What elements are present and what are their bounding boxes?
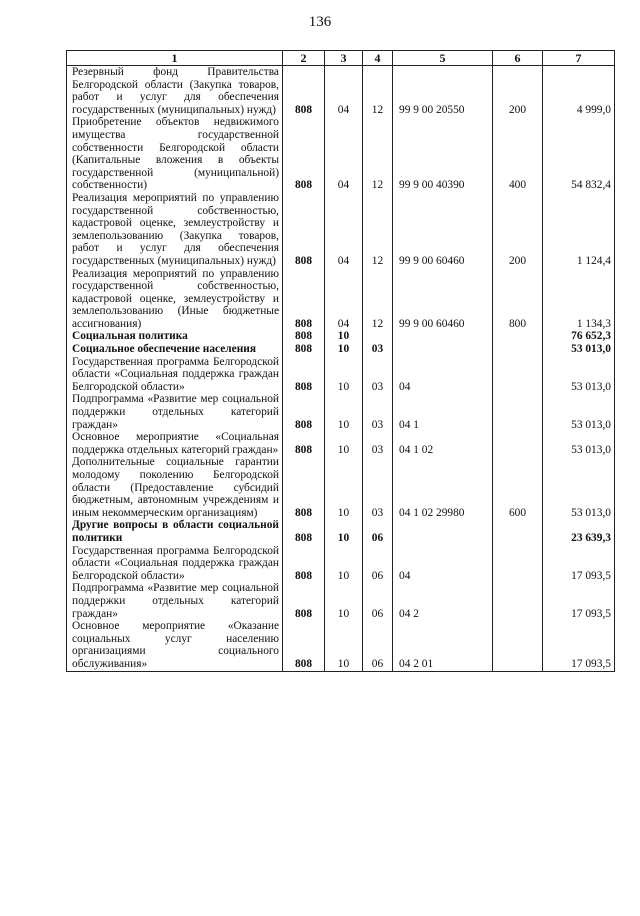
amount: 54 832,4 xyxy=(543,116,615,192)
amount: 17 093,5 xyxy=(543,582,615,620)
row-name: Другие вопросы в области социальной политики xyxy=(67,519,283,544)
target-article-code: 99 9 00 20550 xyxy=(393,66,493,117)
subsection-code: 03 xyxy=(363,431,393,456)
department-code: 808 xyxy=(283,356,325,394)
amount: 53 013,0 xyxy=(543,356,615,394)
row-name: Основное мероприятие «Социальная поддержка отдельных категорий граждан» xyxy=(67,431,283,456)
subsection-code: 06 xyxy=(363,519,393,544)
expense-type-code xyxy=(493,431,543,456)
section-code: 04 xyxy=(325,192,363,268)
table-row xyxy=(67,545,615,583)
row-name: Резервный фонд Правительства Белгородской области (Закупка товаров, работ и услуг для обеспечения государственных (муниципальных) нужд) xyxy=(67,66,283,117)
row-name: Приобретение объектов недвижимого имущества государственной собственности Белгородской области (Капитальные вложения в объекты государственной (муниципальной) собственности) xyxy=(67,116,283,192)
column-header: 1 xyxy=(67,51,283,66)
expense-type-code xyxy=(493,582,543,620)
amount: 17 093,5 xyxy=(543,620,615,671)
amount: 53 013,0 xyxy=(543,393,615,431)
amount: 76 652,3 xyxy=(543,330,615,343)
target-article-code: 04 2 01 xyxy=(393,620,493,671)
department-code: 808 xyxy=(283,268,325,331)
expense-type-code xyxy=(493,356,543,394)
budget-table xyxy=(66,50,615,672)
subsection-code: 03 xyxy=(363,356,393,394)
section-code: 10 xyxy=(325,343,363,356)
department-code: 808 xyxy=(283,393,325,431)
section-code: 10 xyxy=(325,545,363,583)
row-name: Социальная политика xyxy=(67,330,283,343)
row-name: Подпрограмма «Развитие мер социальной поддержки отдельных категорий граждан» xyxy=(67,393,283,431)
target-article-code: 04 xyxy=(393,545,493,583)
subsection-code: 12 xyxy=(363,116,393,192)
row-name: Дополнительные социальные гарантии молодому поколению Белгородской области (Предоставление субсидий бюджетным, автономным учреждениям и иным некоммерческим организациям) xyxy=(67,456,283,519)
section-code: 10 xyxy=(325,330,363,343)
table-row xyxy=(67,620,615,671)
target-article-code xyxy=(393,343,493,356)
amount: 53 013,0 xyxy=(543,343,615,356)
subsection-code: 12 xyxy=(363,66,393,117)
target-article-code: 99 9 00 60460 xyxy=(393,192,493,268)
table-row xyxy=(67,116,615,192)
department-code: 808 xyxy=(283,519,325,544)
column-header: 5 xyxy=(393,51,493,66)
department-code: 808 xyxy=(283,620,325,671)
row-name: Подпрограмма «Развитие мер социальной поддержки отдельных категорий граждан» xyxy=(67,582,283,620)
department-code: 808 xyxy=(283,545,325,583)
section-code: 10 xyxy=(325,393,363,431)
table-row xyxy=(67,456,615,519)
table-header-row xyxy=(67,51,615,66)
department-code: 808 xyxy=(283,116,325,192)
section-code: 04 xyxy=(325,66,363,117)
amount: 53 013,0 xyxy=(543,456,615,519)
section-code: 10 xyxy=(325,620,363,671)
subsection-code: 03 xyxy=(363,393,393,431)
column-header: 6 xyxy=(493,51,543,66)
department-code: 808 xyxy=(283,192,325,268)
target-article-code: 04 1 02 29980 xyxy=(393,456,493,519)
section-code: 04 xyxy=(325,268,363,331)
table-row xyxy=(67,431,615,456)
row-name: Государственная программа Белгородской области «Социальная поддержка граждан Белгородской области» xyxy=(67,356,283,394)
amount: 53 013,0 xyxy=(543,431,615,456)
page-number: 136 xyxy=(308,14,332,30)
subsection-code: 06 xyxy=(363,582,393,620)
row-name: Государственная программа Белгородской области «Социальная поддержка граждан Белгородской области» xyxy=(67,545,283,583)
expense-type-code xyxy=(493,343,543,356)
section-code: 10 xyxy=(325,431,363,456)
column-header: 2 xyxy=(283,51,325,66)
section-code: 10 xyxy=(325,356,363,394)
amount: 1 134,3 xyxy=(543,268,615,331)
expense-type-code: 400 xyxy=(493,116,543,192)
subsection-code: 03 xyxy=(363,456,393,519)
target-article-code: 04 1 02 xyxy=(393,431,493,456)
target-article-code xyxy=(393,330,493,343)
row-name: Реализация мероприятий по управлению государственной собственностью, кадастровой оценке, землеустройству и землепользованию (Закупка товаров, работ и услуг для обеспечения государственных (муниципальных) нужд) xyxy=(67,192,283,268)
table-row xyxy=(67,330,615,343)
department-code: 808 xyxy=(283,330,325,343)
amount: 4 999,0 xyxy=(543,66,615,117)
row-name: Основное мероприятие «Оказание социальных услуг населению организациями социального обслуживания» xyxy=(67,620,283,671)
amount: 23 639,3 xyxy=(543,519,615,544)
target-article-code: 99 9 00 60460 xyxy=(393,268,493,331)
expense-type-code: 800 xyxy=(493,268,543,331)
row-name: Реализация мероприятий по управлению государственной собственностью, кадастровой оценке, землеустройству и землепользованию (Иные бюджетные ассигнования) xyxy=(67,268,283,331)
department-code: 808 xyxy=(283,456,325,519)
department-code: 808 xyxy=(283,66,325,117)
expense-type-code xyxy=(493,393,543,431)
subsection-code xyxy=(363,330,393,343)
subsection-code: 12 xyxy=(363,268,393,331)
subsection-code: 06 xyxy=(363,545,393,583)
target-article-code: 04 2 xyxy=(393,582,493,620)
target-article-code xyxy=(393,519,493,544)
section-code: 10 xyxy=(325,519,363,544)
expense-type-code xyxy=(493,519,543,544)
expense-type-code: 200 xyxy=(493,66,543,117)
target-article-code: 04 1 xyxy=(393,393,493,431)
column-header: 7 xyxy=(543,51,615,66)
section-code: 04 xyxy=(325,116,363,192)
column-header: 4 xyxy=(363,51,393,66)
amount: 1 124,4 xyxy=(543,192,615,268)
subsection-code: 06 xyxy=(363,620,393,671)
amount: 17 093,5 xyxy=(543,545,615,583)
row-name: Социальное обеспечение населения xyxy=(67,343,283,356)
table-row xyxy=(67,66,615,117)
table-row xyxy=(67,343,615,356)
expense-type-code xyxy=(493,620,543,671)
target-article-code: 99 9 00 40390 xyxy=(393,116,493,192)
department-code: 808 xyxy=(283,431,325,456)
expense-type-code: 200 xyxy=(493,192,543,268)
department-code: 808 xyxy=(283,343,325,356)
section-code: 10 xyxy=(325,456,363,519)
table-row xyxy=(67,356,615,394)
table-row xyxy=(67,192,615,268)
table-row xyxy=(67,393,615,431)
table-row xyxy=(67,582,615,620)
table-row xyxy=(67,268,615,331)
expense-type-code xyxy=(493,545,543,583)
target-article-code: 04 xyxy=(393,356,493,394)
column-header: 3 xyxy=(325,51,363,66)
subsection-code: 03 xyxy=(363,343,393,356)
expense-type-code: 600 xyxy=(493,456,543,519)
department-code: 808 xyxy=(283,582,325,620)
table-row xyxy=(67,519,615,544)
subsection-code: 12 xyxy=(363,192,393,268)
expense-type-code xyxy=(493,330,543,343)
section-code: 10 xyxy=(325,582,363,620)
